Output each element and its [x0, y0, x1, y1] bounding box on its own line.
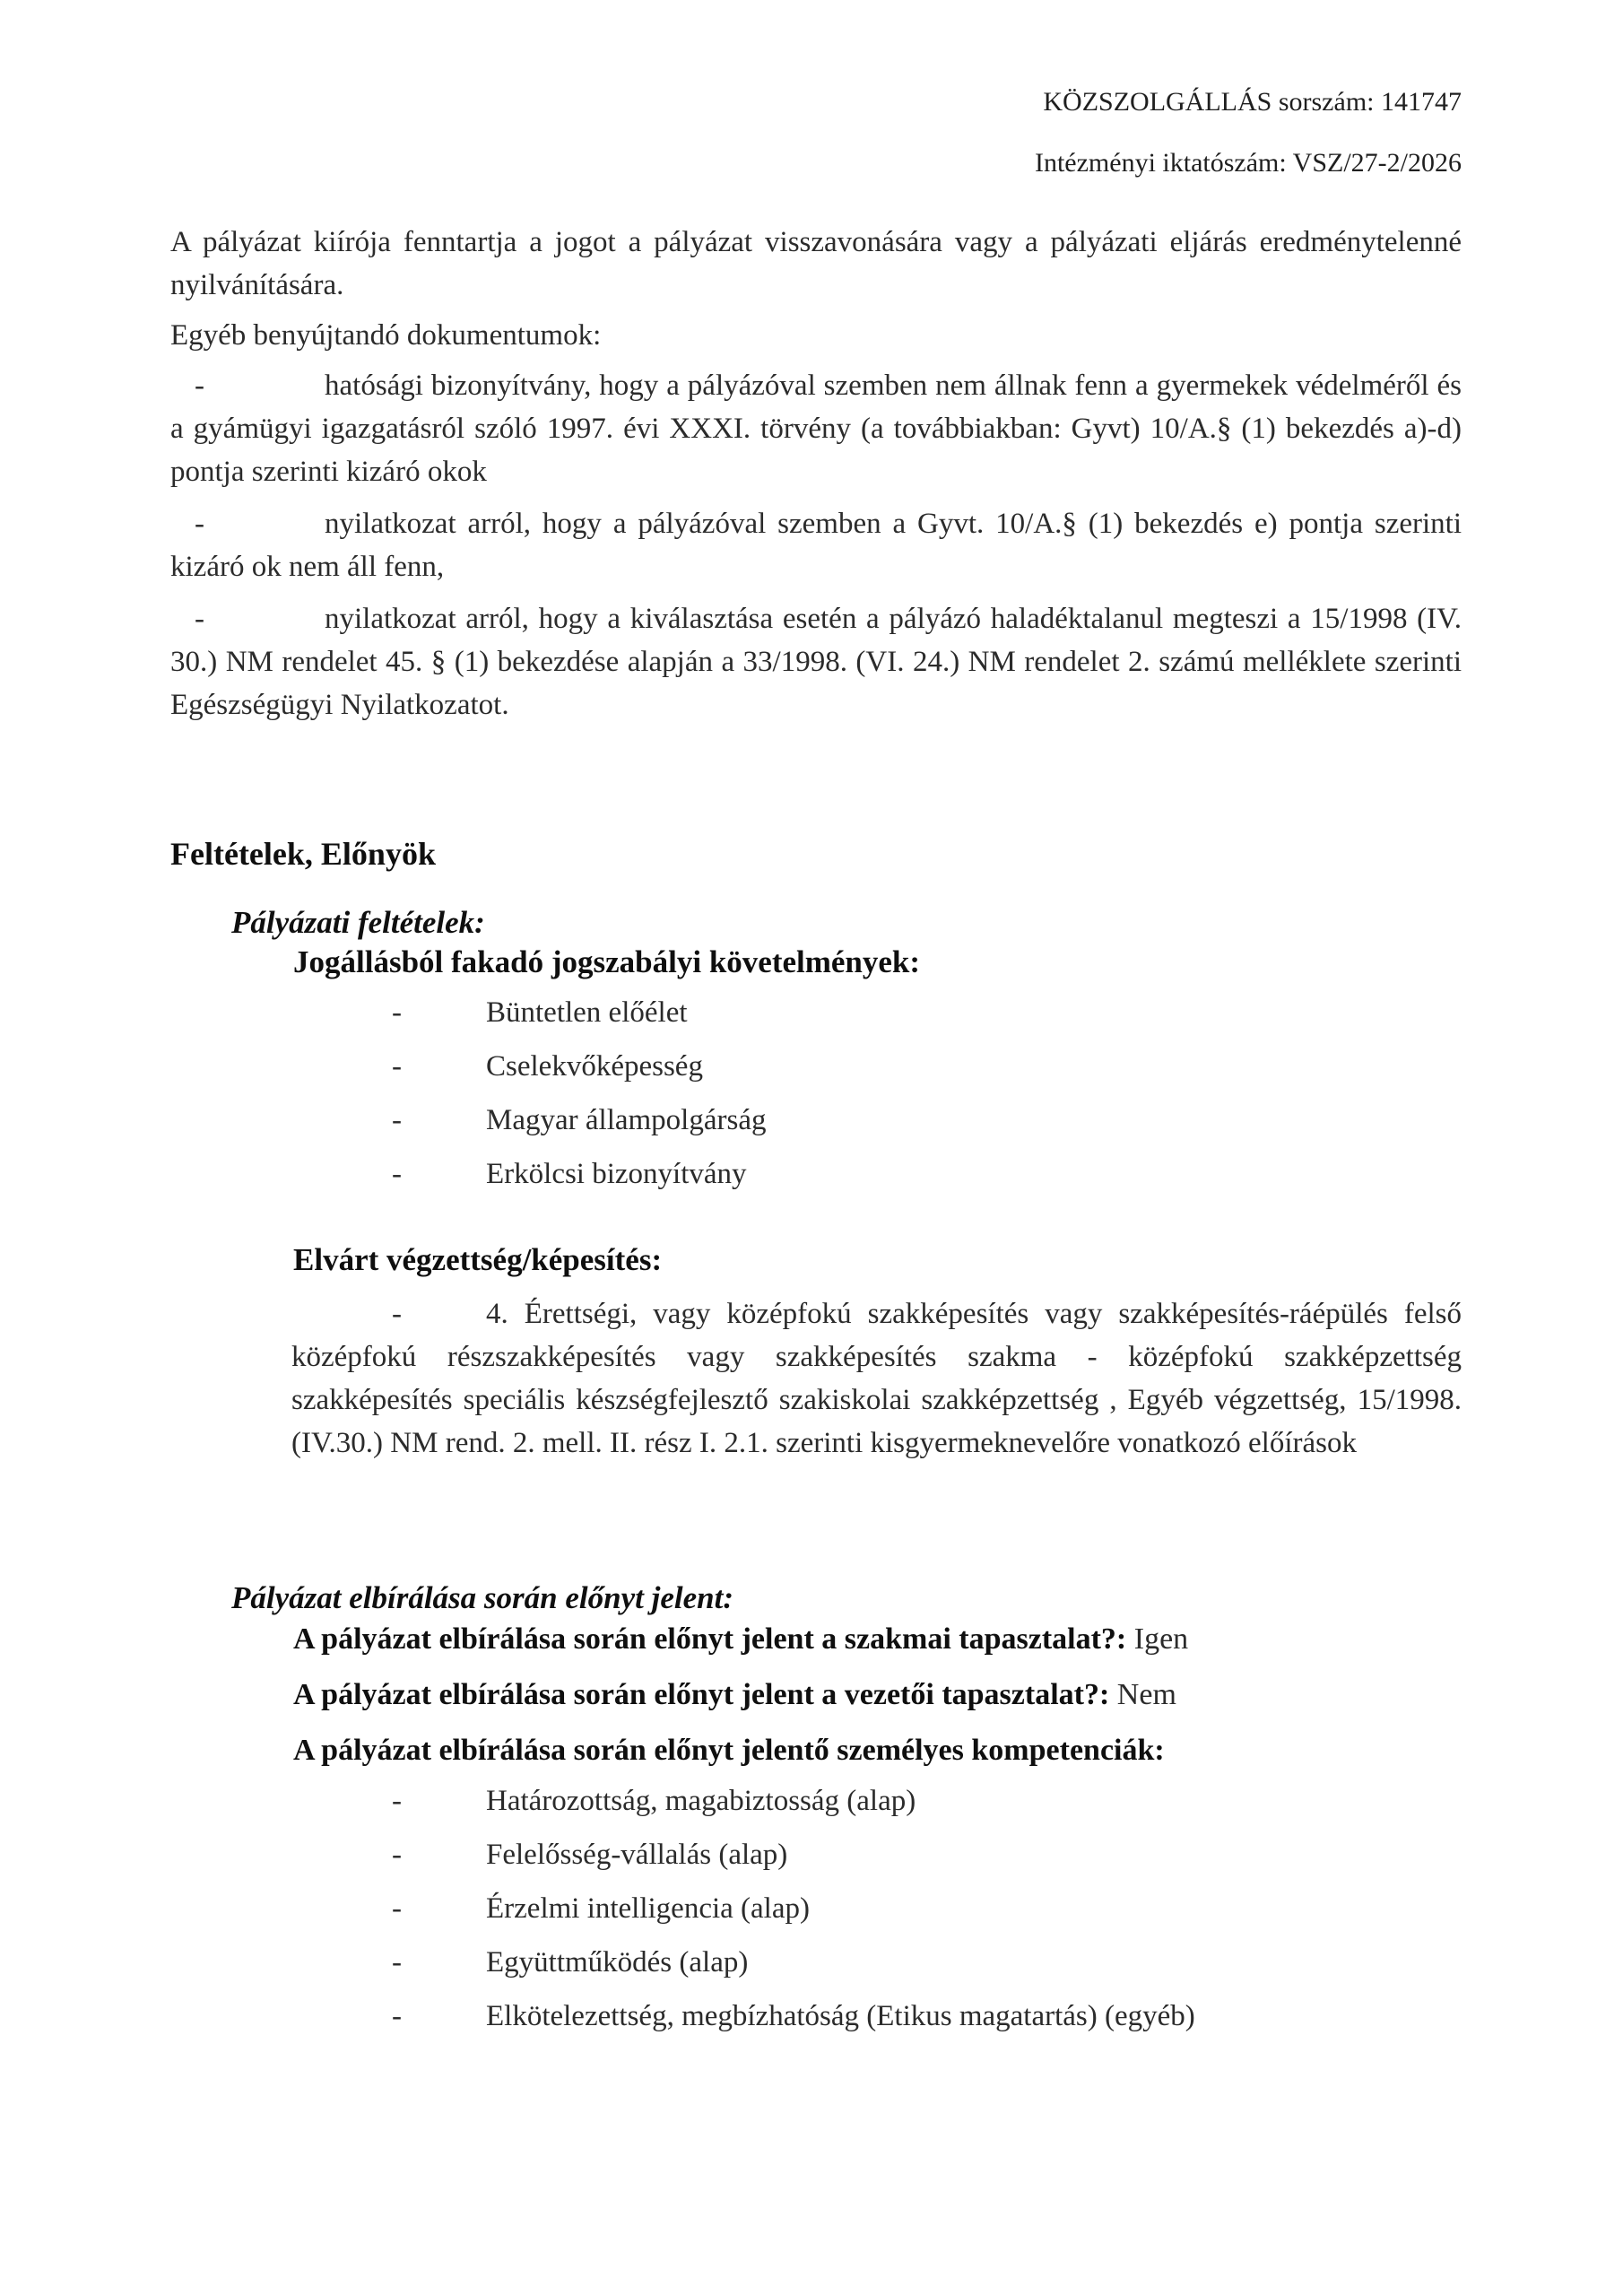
paragraph-withdrawal: A pályázat kiírója fenntartja a jogot a pályázat visszavonására vagy a pályázati eljárás eredménytelenné nyilvánítására.: [170, 226, 1462, 301]
bullet-dash: -: [392, 1839, 402, 1871]
serial-number-line: KÖZSZOLGÁLLÁS sorszám: 141747: [1043, 87, 1462, 117]
list-item: [170, 597, 1462, 726]
bullet-dash: -: [392, 1158, 402, 1190]
list-item: [291, 1152, 1462, 1196]
paragraph-other-documents-title: Egyéb benyújtandó dokumentumok:: [170, 319, 602, 352]
list-item: [291, 1833, 1462, 1876]
competencies-title-label: A pályázat elbírálása során előnyt jelentő személyes kompetenciák:: [293, 1734, 1165, 1767]
advantages-section: [170, 1578, 1462, 2038]
subsection-title-advantages: Pályázat elbírálása során előnyt jelent:: [231, 1580, 733, 1615]
bullet-dash: -: [392, 1050, 402, 1083]
education-requirements-block: [170, 1240, 1462, 1465]
bullet-dash: -: [195, 370, 204, 402]
list-item: [170, 502, 1462, 588]
list-item-text: Magyar állampolgárság: [486, 1104, 767, 1136]
list-item-text: Határozottság, magabiztosság (alap): [486, 1785, 916, 1817]
competencies-list: [170, 1779, 1462, 2038]
subsection-title-application-conditions: Pályázati feltételek:: [231, 905, 485, 940]
subsection-title-education: Elvárt végzettség/képesítés:: [293, 1242, 663, 1277]
legal-requirements-list: [170, 991, 1462, 1196]
list-item-text: Érzelmi intelligencia (alap): [486, 1892, 810, 1925]
list-item-text: Felelősség-vállalás (alap): [486, 1839, 788, 1871]
question-professional-experience: [293, 1618, 1462, 1661]
question-leadership-experience: [293, 1674, 1462, 1717]
list-item-text: 4. Érettségi, vagy középfokú szakképesítés vagy szakképesítés-ráépülés felső középfokú részszakképesítés vagy szakképesítés szakma - középfokú szakképzettség szakképesítés speciális készségfejlesztő szakiskolai szakképzettség , Egyéb végzettség, 15/1998. (IV.30.) NM rend. 2. mell. II. rész I. 2.1. szerinti kisgyermeknevelőre vonatkozó előírások: [291, 1298, 1462, 1459]
bullet-dash: -: [195, 508, 204, 540]
registry-number-line: Intézményi iktatószám: VSZ/27-2/2026: [1034, 148, 1462, 178]
bullet-dash: -: [392, 996, 402, 1029]
list-item: [291, 1995, 1462, 2038]
list-item-text: Erkölcsi bizonyítvány: [486, 1158, 747, 1190]
intro-section: [170, 221, 1462, 726]
bullet-dash: -: [392, 1785, 402, 1817]
list-item: [170, 364, 1462, 493]
bullet-dash: -: [392, 1104, 402, 1136]
bullet-dash: -: [392, 1946, 402, 1979]
list-item: [291, 1941, 1462, 1984]
section-title-conditions: Feltételek, Előnyök: [170, 836, 436, 872]
list-item: [291, 1779, 1462, 1822]
bullet-dash: -: [392, 1298, 402, 1330]
question-label: A pályázat elbírálása során előnyt jelent a szakmai tapasztalat?:: [293, 1622, 1127, 1656]
list-item: [291, 1045, 1462, 1088]
bullet-dash: -: [392, 2000, 402, 2032]
list-item-text: Cselekvőképesség: [486, 1050, 703, 1083]
question-label: A pályázat elbírálása során előnyt jelent a vezetői tapasztalat?:: [293, 1678, 1110, 1711]
subsection-title-legal-requirements: Jogállásból fakadó jogszabályi követelmények:: [293, 944, 921, 979]
list-item-text: nyilatkozat arról, hogy a pályázóval szemben a Gyvt. 10/A.§ (1) bekezdés e) pontja szerinti kizáró ok nem áll fenn,: [170, 508, 1462, 583]
list-item: [291, 1887, 1462, 1930]
list-item: [291, 1292, 1462, 1465]
question-answer: Nem: [1116, 1678, 1176, 1711]
list-item-text: Együttműködés (alap): [486, 1946, 749, 1979]
list-item-text: Elkötelezettség, megbízhatóság (Etikus magatartás) (egyéb): [486, 2000, 1195, 2032]
competencies-title: [293, 1729, 1462, 1772]
question-answer: Igen: [1133, 1622, 1189, 1656]
conditions-section: [170, 833, 1462, 1465]
list-item-text: hatósági bizonyítvány, hogy a pályázóval szemben nem állnak fenn a gyermekek védelméről és a gyámügyi igazgatásról szóló 1997. évi XXXI. törvény (a továbbiakban: Gyvt) 10/A.§ (1) bekezdés a)-d) pontja szerinti kizáró okok: [170, 370, 1462, 488]
list-item: [291, 991, 1462, 1034]
bullet-dash: -: [195, 603, 204, 635]
document-header: [170, 85, 1462, 180]
list-item-text: nyilatkozat arról, hogy a kiválasztása esetén a pályázó haladéktalanul megteszi a 15/1998 (IV. 30.) NM rendelet 45. § (1) bekezdése alapján a 33/1998. (VI. 24.) NM rendelet 2. számú melléklete szerinti Egészségügyi Nyilatkozatot.: [170, 603, 1462, 721]
bullet-dash: -: [392, 1892, 402, 1925]
list-item: [291, 1099, 1462, 1142]
list-item-text: Büntetlen előélet: [486, 996, 688, 1029]
